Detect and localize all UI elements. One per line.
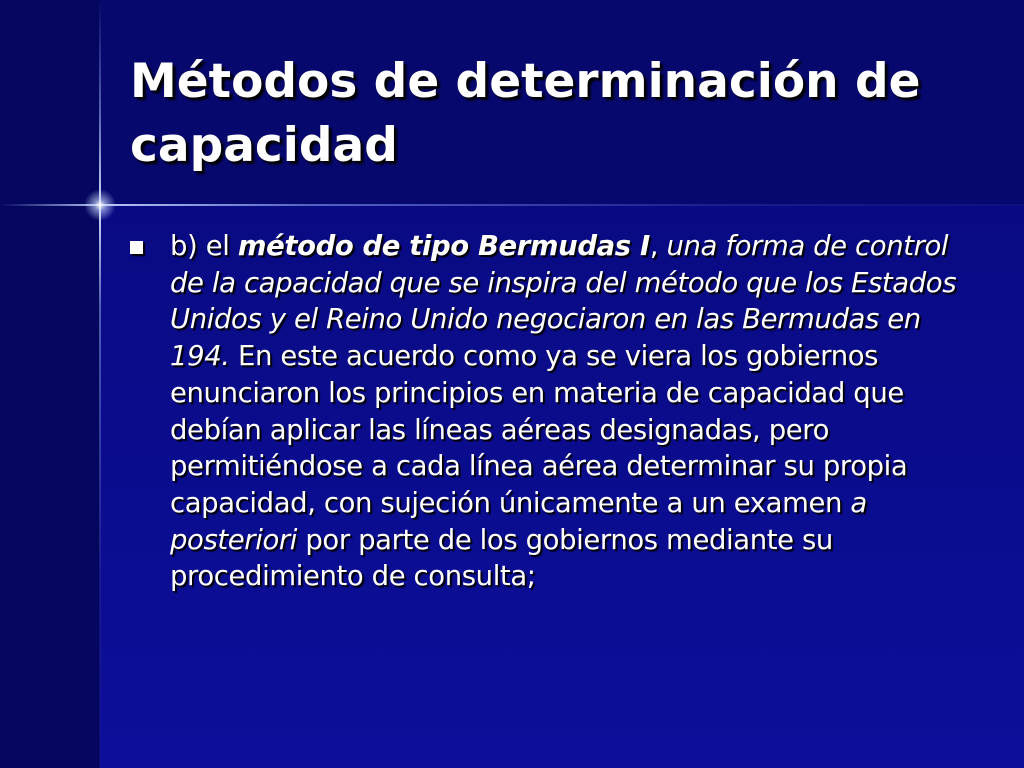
horizontal-glow-line: [0, 204, 1024, 206]
vertical-glow-line: [99, 0, 101, 768]
method-name: método de tipo Bermudas I: [237, 230, 650, 262]
slide-title: Métodos de determinación de capacidad: [130, 54, 921, 173]
star-sparkle-icon: [84, 189, 116, 221]
bullet-text: [170, 228, 960, 595]
comma: ,: [649, 230, 659, 262]
text-prefix: b) el: [170, 230, 238, 262]
body-text-2: por parte de los gobiernos mediante su procedimiento de consulta;: [170, 523, 833, 593]
italic-intro: una forma de control de la capacidad que se inspira del método que los Estados Unidos y el Reino Unido negociaron en las Bermudas en 194.: [170, 230, 957, 373]
body-text-1: En este acuerdo como ya se viera los gobiernos enunciaron los principios en materia de capacidad que debían aplicar las líneas aéreas designadas, pero permitiéndose a cada línea aérea determinar su propia capacidad, con sujeción únicamente a un examen: [170, 340, 908, 519]
square-bullet-icon: [130, 241, 143, 254]
bullet-item: [130, 228, 960, 595]
latin-term: a posteriori: [170, 486, 867, 556]
left-band: [0, 0, 100, 768]
